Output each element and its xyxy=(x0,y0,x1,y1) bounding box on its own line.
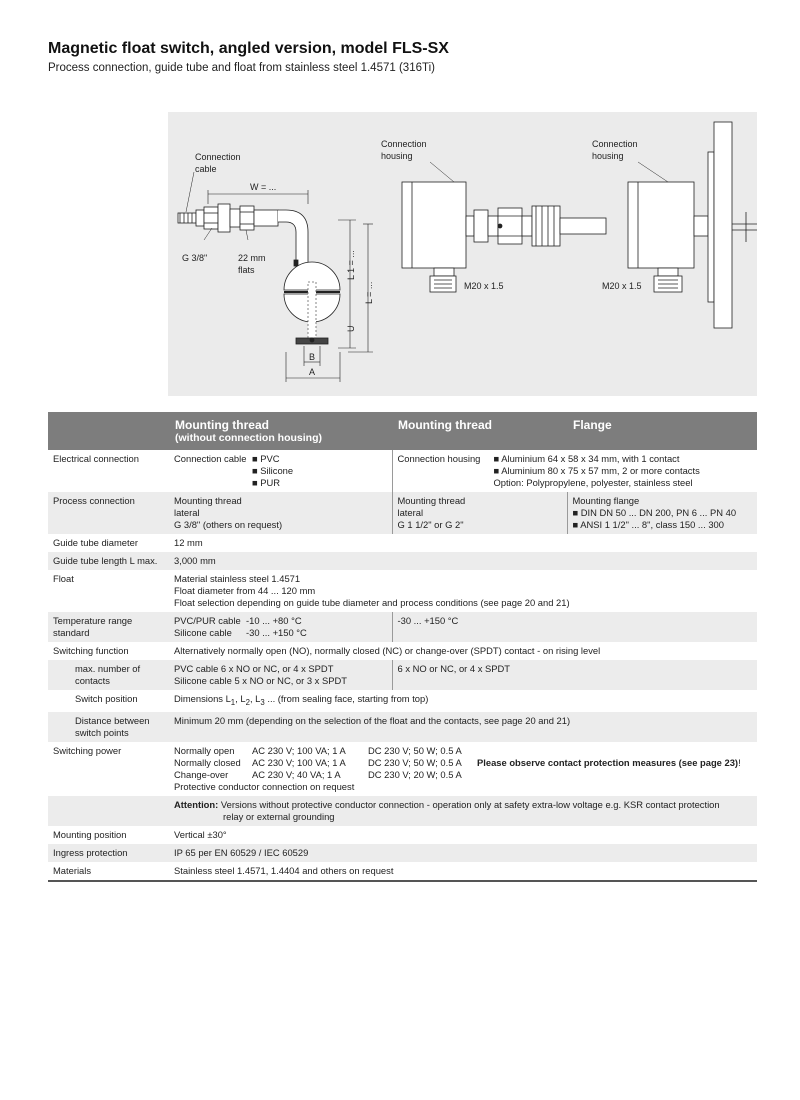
label-m20-2: M20 x 1.5 xyxy=(602,281,642,291)
text-line: -10 ... +80 °C xyxy=(246,615,302,626)
text-line: Mounting thread xyxy=(174,495,242,506)
label-g38: G 3/8" xyxy=(182,253,208,263)
text-line: lateral xyxy=(174,507,200,518)
housing-version-drawing xyxy=(402,182,606,292)
text-part: ! xyxy=(738,756,741,768)
page-subtitle: Process connection, guide tube and float from stainless steel 1.4571 (316Ti) xyxy=(48,62,435,74)
list-item: ■ Silicone xyxy=(252,465,294,476)
label-housing2-1: Connection xyxy=(592,139,638,149)
row-electrical-connection xyxy=(48,450,757,492)
row-guide-diameter xyxy=(48,534,757,552)
label-u: U xyxy=(346,325,356,332)
float-switch-drawing xyxy=(178,172,373,382)
row-value: Stainless steel 1.4571, 1.4404 and others on request xyxy=(169,862,757,881)
label-w-dim: W = ... xyxy=(250,182,277,192)
observe-note: Please observe contact protection measures (see page 23) xyxy=(477,756,739,768)
row-label xyxy=(48,796,169,826)
text-line: G 1 1/2" or G 2" xyxy=(397,519,464,530)
text-line: Silicone cable 5 x NO or NC, or 3 x SPDT xyxy=(174,675,347,686)
text-line: ■ ANSI 1 1/2" ... 8", class 150 ... 300 xyxy=(572,519,724,530)
header-col1 xyxy=(169,412,392,450)
label-m20-1: M20 x 1.5 xyxy=(464,281,504,291)
text-line: PVC/PUR cable xyxy=(174,615,241,626)
list-item: ■ Aluminium 80 x 75 x 57 mm, 2 or more contacts xyxy=(493,465,700,476)
row-mounting-position xyxy=(48,826,757,844)
row-label: Electrical connection xyxy=(48,450,169,492)
text-line: Protective conductor connection on request xyxy=(174,780,355,792)
row-label: Switching power xyxy=(48,742,169,796)
row-value: IP 65 per EN 60529 / IEC 60529 xyxy=(169,844,757,862)
label-a: A xyxy=(309,367,316,377)
header-empty-cell xyxy=(48,412,169,450)
row-value xyxy=(169,742,757,796)
label-l1: L 1 = ... xyxy=(346,250,356,280)
label-l: L = ... xyxy=(364,281,374,304)
row-label: Guide tube diameter xyxy=(48,534,169,552)
text-line: Silicone cable xyxy=(174,627,232,638)
cell-electrical-c1 xyxy=(169,450,392,492)
text-line: Float selection depending on guide tube diameter and process conditions (see page 20 and 21) xyxy=(174,597,570,608)
row-label: Materials xyxy=(48,862,169,881)
text-line: ■ DIN DN 50 ... DN 200, PN 6 ... PN 40 xyxy=(572,507,737,518)
row-label: Mounting position xyxy=(48,826,169,844)
row-label xyxy=(48,660,169,690)
row-attention xyxy=(48,796,757,826)
row-switch-position xyxy=(48,690,757,712)
label-housing1-1: Connection xyxy=(381,139,427,149)
text-part: Versions without protective conductor connection - operation only at safety extra-low voltage e.g. KSR contact protection xyxy=(218,798,720,810)
label-connection-cable-1: Connection xyxy=(195,152,241,162)
text-line: -30 ... +150 °C xyxy=(246,627,307,638)
text-line: AC 230 V; 100 VA; 1 A xyxy=(252,744,346,756)
row-switching-power xyxy=(48,742,757,796)
cell-process-c2 xyxy=(392,492,567,534)
text-line: Mounting thread xyxy=(397,495,466,506)
subscript: 1 xyxy=(230,697,236,707)
row-value: Vertical ±30° xyxy=(169,826,757,844)
subscript: 3 xyxy=(260,697,265,707)
header-col2: Mounting thread xyxy=(392,412,567,450)
row-value xyxy=(169,570,757,612)
cell-process-c1 xyxy=(169,492,392,534)
attention-label: Attention: xyxy=(174,798,219,810)
text-line: contacts xyxy=(75,675,110,686)
row-label: Ingress protection xyxy=(48,844,169,862)
cell-electrical-c2 xyxy=(392,450,757,492)
table-header-row xyxy=(48,412,757,450)
row-label xyxy=(48,612,169,642)
text-part: ... (from sealing face, starting from top) xyxy=(264,693,429,704)
text-line: Change-over xyxy=(174,768,229,780)
text-line: Float diameter from 44 ... 120 mm xyxy=(174,585,316,596)
text-line: DC 230 V; 50 W; 0.5 A xyxy=(368,744,462,756)
flange-version-drawing xyxy=(628,122,757,328)
specification-table xyxy=(48,412,757,882)
row-temperature xyxy=(48,612,757,642)
text-line: DC 230 V; 50 W; 0.5 A xyxy=(368,756,462,768)
list-item: Option: Polypropylene, polyester, stainless steel xyxy=(493,477,693,488)
cell-process-c3 xyxy=(567,492,757,534)
row-ingress-protection xyxy=(48,844,757,862)
text-part: Dimensions L xyxy=(174,693,231,704)
row-label: Switch position xyxy=(48,690,169,712)
housing-label: Connection housing xyxy=(397,453,481,464)
row-materials xyxy=(48,862,757,881)
list-item: ■ PUR xyxy=(252,477,281,488)
row-value: 3,000 mm xyxy=(169,552,757,570)
text-line: relay or external grounding xyxy=(223,810,335,822)
row-label: Guide tube length L max. xyxy=(48,552,169,570)
row-float xyxy=(48,570,757,612)
label-housing2-2: housing xyxy=(592,151,624,161)
header-col3: Flange xyxy=(567,412,757,450)
row-value xyxy=(169,690,757,712)
cell-max-contacts-c2: 6 x NO or NC, or 4 x SPDT xyxy=(392,660,757,690)
row-switching-function xyxy=(48,642,757,660)
label-flats-1: 22 mm xyxy=(238,253,266,263)
label-flats-2: flats xyxy=(238,265,255,275)
cable-label: Connection cable xyxy=(174,453,247,464)
drawing-svg xyxy=(168,112,757,396)
text-line: max. number of xyxy=(75,663,141,674)
label-housing1-2: housing xyxy=(381,151,413,161)
text-line: lateral xyxy=(397,507,424,518)
text-line: Normally closed xyxy=(174,756,241,768)
row-label: Float xyxy=(48,570,169,612)
text-line: standard xyxy=(53,627,90,638)
text-part: , L xyxy=(249,693,261,704)
text-line: Normally open xyxy=(174,744,235,756)
text-line: G 3/8" (others on request) xyxy=(174,519,283,530)
row-label xyxy=(48,712,169,742)
text-line: Mounting flange xyxy=(572,495,640,506)
row-value: Minimum 20 mm (depending on the selection of the float and the contacts, see page 20 and 21) xyxy=(169,712,757,742)
list-item: ■ Aluminium 64 x 58 x 34 mm, with 1 contact xyxy=(493,453,680,464)
row-value xyxy=(169,796,757,826)
row-label: Process connection xyxy=(48,492,169,534)
text-line: Material stainless steel 1.4571 xyxy=(174,573,301,584)
list-item: ■ PVC xyxy=(252,453,280,464)
row-process-connection xyxy=(48,492,757,534)
text-line: Temperature range xyxy=(53,615,133,626)
technical-drawing xyxy=(168,112,757,396)
label-connection-cable-2: cable xyxy=(195,164,217,174)
row-label: Switching function xyxy=(48,642,169,660)
text-line: AC 230 V; 100 VA; 1 A xyxy=(252,756,346,768)
header-col1-title: Mounting thread xyxy=(175,418,269,432)
subscript: 2 xyxy=(245,697,250,707)
text-line: switch points xyxy=(75,726,129,738)
row-guide-length xyxy=(48,552,757,570)
text-line: AC 230 V; 40 VA; 1 A xyxy=(252,768,341,780)
cell-max-contacts-c1 xyxy=(169,660,392,690)
page-title: Magnetic float switch, angled version, model FLS-SX xyxy=(48,40,449,57)
text-line: Distance between xyxy=(75,714,150,726)
row-max-contacts xyxy=(48,660,757,690)
text-line: DC 230 V; 20 W; 0.5 A xyxy=(368,768,462,780)
row-distance xyxy=(48,712,757,742)
label-b: B xyxy=(309,352,316,362)
row-value: 12 mm xyxy=(169,534,757,552)
text-part: , L xyxy=(235,693,246,704)
row-value: Alternatively normally open (NO), normally closed (NC) or change-over (SPDT) contact - on rising level xyxy=(169,642,757,660)
header-col1-subtitle: (without connection housing) xyxy=(175,432,322,444)
cell-temperature-c1 xyxy=(169,612,392,642)
text-line: PVC cable 6 x NO or NC, or 4 x SPDT xyxy=(174,663,334,674)
cell-temperature-c2: -30 ... +150 °C xyxy=(392,612,757,642)
